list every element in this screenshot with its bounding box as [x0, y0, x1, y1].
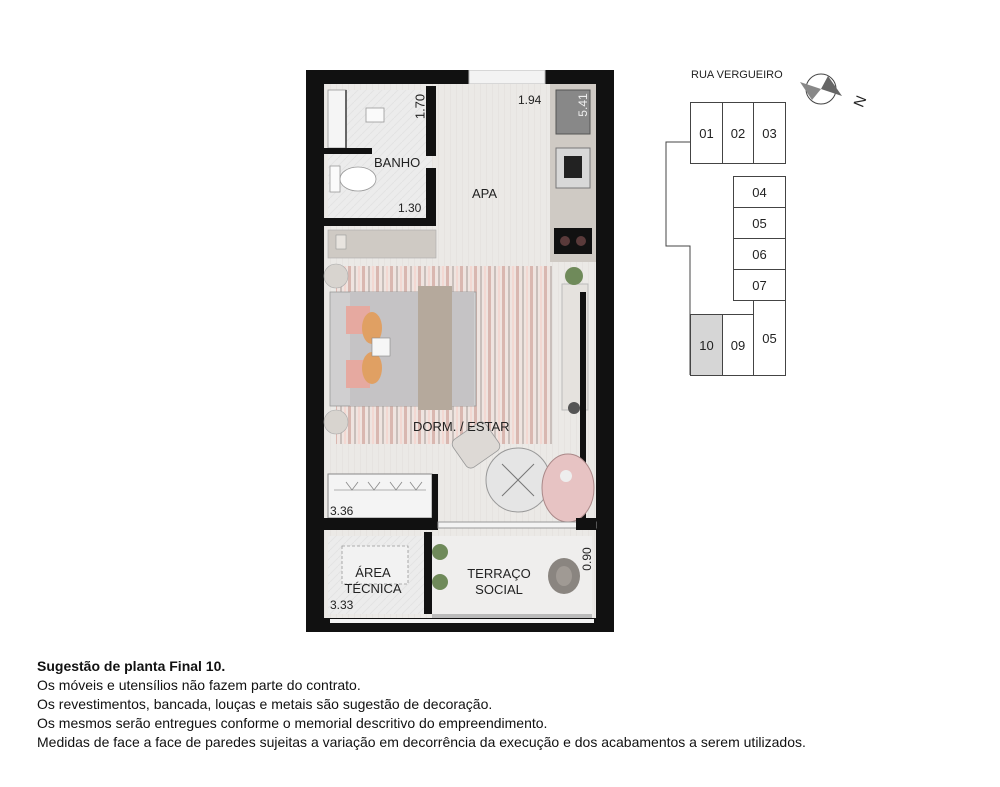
room-label-terraco-social — [456, 566, 542, 598]
dimension-banho-width: 1.70 — [412, 93, 428, 120]
floor-plan — [306, 70, 614, 632]
dimension-apa-width: 1.94 — [518, 93, 542, 107]
key-plan-unit: 04 — [733, 176, 786, 208]
room-label-area-tecnica-line2: TÉCNICA — [344, 581, 402, 596]
room-label-area-tecnica — [338, 565, 408, 597]
dimension-banho-depth: 1.30 — [398, 201, 422, 215]
key-plan-unit: 01 — [690, 102, 723, 164]
north-label: N — [850, 93, 871, 110]
key-plan-unit: 06 — [733, 238, 786, 270]
dimension-area-tecnica-width: 3.33 — [330, 598, 354, 612]
key-plan-unit: 02 — [722, 102, 754, 164]
dimension-apa-length: 5.41 — [576, 93, 590, 117]
key-plan-unit-highlighted: 10 — [690, 314, 723, 376]
dimension-terraco-depth: 0.90 — [580, 547, 594, 571]
room-label-dorm-estar: DORM. / ESTAR — [413, 419, 510, 434]
key-plan-unit: 09 — [722, 314, 754, 376]
notes-line: Os mesmos serão entregues conforme o memorial descritivo do empreendimento. — [37, 715, 548, 731]
notes-line: Os revestimentos, bancada, louças e metais são sugestão de decoração. — [37, 696, 493, 712]
notes-line: Os móveis e utensílios não fazem parte do contrato. — [37, 677, 361, 693]
notes-title: Sugestão de planta Final 10. — [37, 658, 226, 674]
dimension-dorm-width: 3.36 — [330, 504, 354, 518]
room-label-area-tecnica-line1: ÁREA — [355, 565, 391, 580]
key-plan-unit: 07 — [733, 269, 786, 301]
key-plan-unit: 05 — [753, 300, 786, 376]
notes-line: Medidas de face a face de paredes sujeitas a variação em decorrência da execução e dos acabamentos a serem utilizados. — [37, 734, 806, 750]
street-label: RUA VERGUEIRO — [691, 69, 783, 81]
room-label-terraco-line2: SOCIAL — [475, 582, 523, 597]
room-label-apa: APA — [472, 186, 498, 201]
room-label-banho: BANHO — [374, 155, 421, 170]
floor-plan-drawing — [306, 70, 614, 632]
key-plan-unit: 03 — [753, 102, 786, 164]
room-label-terraco-line1: TERRAÇO — [467, 566, 531, 581]
plan-notes — [37, 657, 987, 752]
key-plan-unit: 05 — [733, 207, 786, 239]
